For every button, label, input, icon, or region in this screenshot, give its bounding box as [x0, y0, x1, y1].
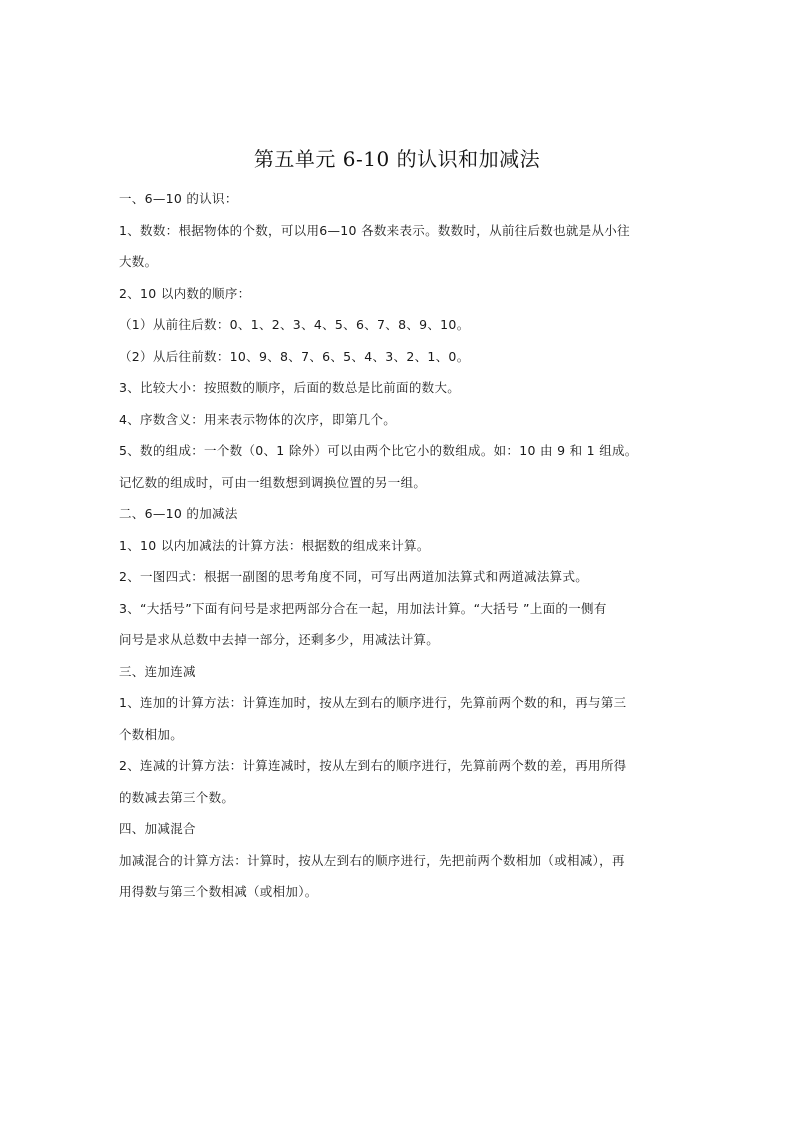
paragraph-line: 加减混合的计算方法：计算时，按从左到右的顺序进行，先把前两个数相加（或相减），再: [119, 852, 625, 868]
paragraph-line: 1、数数：根据物体的个数，可以用6—10 各数来表示。数数时，从前往后数也就是从小往: [119, 222, 630, 238]
section-heading-1: 一、6—10 的认识：: [119, 191, 238, 206]
paragraph-line: 1、连加的计算方法：计算连加时，按从左到右的顺序进行，先算前两个数的和，再与第三: [119, 695, 627, 710]
page-title: 第五单元 6-10 的认识和加减法: [253, 147, 541, 171]
paragraph-line: 大数。: [119, 254, 158, 269]
paragraph-line: 用得数与第三个数相减（或相加）。: [119, 884, 318, 899]
paragraph-line: 3、“大括号”下面有问号是求把两部分合在一起，用加法计算。“大括号 ”上面的一侧有: [119, 600, 607, 616]
paragraph-line: 个数相加。: [119, 726, 184, 742]
document-body: [119, 183, 679, 908]
paragraph-line: 记忆数的组成时，可由一组数想到调换位置的另一组。: [119, 474, 427, 490]
paragraph-line: （1）从前往后数：0、1、2、3、4、5、6、7、8、9、10。: [119, 317, 470, 332]
section-heading-2: 二、6—10 的加减法: [119, 506, 238, 521]
paragraph-line: 1、10 以内加减法的计算方法：根据数的组成来计算。: [119, 537, 430, 553]
paragraph-line: 2、一图四式：根据一副图的思考角度不同，可写出两道加法算式和两道减法算式。: [119, 569, 589, 584]
section-heading-4: 四、加减混合: [119, 821, 196, 836]
paragraph-line: 5、数的组成：一个数（0、1 除外）可以由两个比它小的数组成。如：10 由 9 和 1 组成。: [119, 443, 638, 458]
paragraph-line: （2）从后往前数：10、9、8、7、6、5、4、3、2、1、0。: [119, 348, 470, 364]
paragraph-line: 问号是求从总数中去掉一部分，还剩多少，用减法计算。: [119, 632, 440, 647]
paragraph-line: 的数减去第三个数。: [119, 789, 235, 805]
paragraph-line: 2、10 以内数的顺序：: [119, 285, 251, 301]
paragraph-line: 3、比较大小：按照数的顺序，后面的数总是比前面的数大。: [119, 380, 461, 395]
paragraph-line: 4、序数含义：用来表示物体的次序，即第几个。: [119, 411, 397, 427]
paragraph-line: 2、连减的计算方法：计算连减时，按从左到右的顺序进行，先算前两个数的差，再用所得: [119, 758, 627, 773]
section-heading-3: 三、连加连减: [119, 663, 196, 679]
